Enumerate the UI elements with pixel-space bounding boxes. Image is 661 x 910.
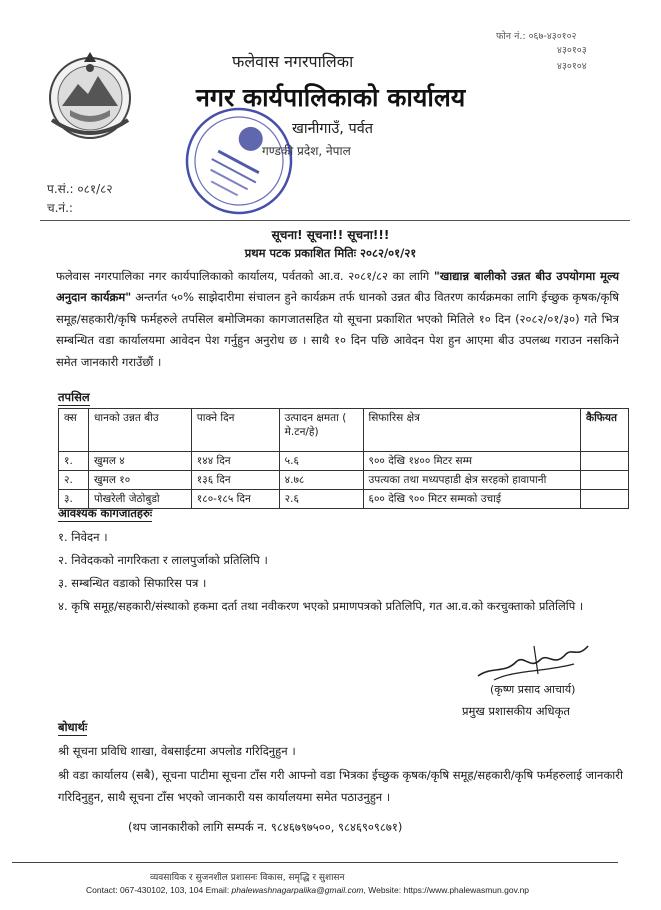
published-date: प्रथम पटक प्रकाशित मितिः २०८२/०१/२१ [244,246,417,260]
dispatch-number: च.नं.: [47,201,73,215]
program-name: "खाद्यान्न बालीको उन्नत बीउ उपयोगमा मूल्य अनुदान कार्यक्रम" [56,269,619,305]
footer-contact [86,885,529,895]
table-caption: तपसिल [58,390,90,404]
table-cell: ४.७८ [279,471,363,490]
notice-body-part2: अन्तर्गत ५०% साझेदारीमा संचालन हुने कार्यक्रम तर्फ धानको उन्नत बीउ वितरण कार्यक्रमका लागि ईच्छुक कृषक/कृषि समूह/सहकारी/कृषि फर्महरुले तपसिल बमोजिमका कागजातसहित यो सूचना प्रकाशित भएको मितिले १० दिन (२०८२/०१/३०) गते भित्र सम्बन्धित वडा कार्यालयमा आवेदन पेश गर्नुहुन अनुरोध छ । साथै १० दिन पछि आवेदन पेश हुन आएमा बीउ उपलब्ध गराउन नसकिने समेत जानकारी गराउँछौं । [56,290,619,369]
document-item-1: १. निवेदन । [58,530,108,544]
header-divider [40,220,630,221]
signatory-title: प्रमुख प्रशासकीय अधिकृत [462,704,570,718]
office-stamp-seal [180,102,298,220]
office-title: नगर कार्यपालिकाको कार्यालय [196,83,466,112]
table-row [59,471,629,490]
table-header-cell: धानको उन्नत बीउ [88,409,191,452]
table-cell: १४४ दिन [191,452,279,471]
table-cell: खुमल ४ [88,452,191,471]
table-cell: ९०० देखि १४०० मिटर सम्म [363,452,580,471]
table-cell: १३६ दिन [191,471,279,490]
seed-variety-table [58,408,629,509]
phone-line-1: फोन नं.: ०६७-४३०१०२ [496,31,577,42]
footer-slogan: व्यवसायिक र सुजनशील प्रशासनः विकास, समृद्धि र सुशासन [150,873,345,883]
phone-line-3: ४३०१०४ [557,61,587,72]
table-header-cell: सिफारिस क्षेत्र [363,409,580,452]
document-item-4: ४. कृषि समूह/सहकारी/संस्थाको हकमा दर्ता तथा नवीकरण भएको प्रमाणपत्रको प्रतिलिपि, गत आ.व.को करचुक्ताको प्रतिलिपि । [58,599,584,613]
table-cell: १८०-१८५ दिन [191,490,279,509]
table-header-cell: पाक्ने दिन [191,409,279,452]
table-cell: २.६ [279,490,363,509]
table-header-cell: कैफियत [581,409,629,452]
office-location: खानीगाउँ, पर्वत [292,121,374,137]
table-header-row [59,409,629,452]
handwritten-signature [474,640,592,684]
notice-title: सूचना! सूचना!! सूचना!!! [271,228,390,242]
notice-body [56,266,619,373]
table-cell: ३. [59,490,89,509]
nepal-emblem-logo [40,50,140,142]
table-cell: ५.६ [279,452,363,471]
table-header-cell: क्स [59,409,89,452]
document-item-3: ३. सम्बन्धित वडाको सिफारिस पत्र । [58,576,207,590]
notice-body-part1: फलेवास नगरपालिका नगर कार्यपालिकाको कार्यालय, पर्वतको आ.व. २०८१/८२ का लागि [56,269,434,283]
footer-website: , Website: https://www.phalewasmun.gov.np [363,885,530,895]
table-cell: खुमल १० [88,471,191,490]
reference-number: प.सं.: ०८१/८२ [47,182,113,196]
table-cell: ६०० देखि ९०० मिटर सम्मको उचाई [363,490,580,509]
office-province: गण्डकी प्रदेश, नेपाल [262,144,351,158]
footer-email: phalewashnagarpalika@gmail.com [231,885,364,895]
table-row [59,452,629,471]
document-item-2: २. निवेदकको नागरिकता र लालपुर्जाको प्रतिलिपि । [58,553,268,567]
cc-caption: बोधार्थः [58,720,88,734]
cc-line-1: श्री सूचना प्रविधि शाखा, वेबसाईटमा अपलोड गरिदिनुहुन । [58,744,296,758]
documents-caption: आवश्यक कागजातहरुः [58,506,153,520]
footer-contact-prefix: Contact: 067-430102, 103, 104 Email: [86,885,232,895]
phone-line-2: ४३०१०३ [557,45,587,56]
table-cell: २. [59,471,89,490]
municipality-name: फलेवास नगरपालिका [232,52,354,71]
table-cell [581,490,629,509]
table-cell: १. [59,452,89,471]
signatory-name: (कृष्ण प्रसाद आचार्य) [490,683,576,696]
cc-line-2: श्री वडा कार्यालय (सबै), सूचना पाटीमा सूचना टाँस गरी आफ्नो वडा भित्रका ईच्छुक कृषक/कृषि समूह/सहकारी/कृषि फर्महरुलाई जानकारी गरिदिनुहुन, साथै सूचना टाँस भएको जानकारी यस कार्यालयमा समेत पठाउनुहुन । [58,768,623,804]
table-cell: पोखरेली जेठोबुडो [88,490,191,509]
table-cell: उपत्यका तथा मध्यपहाडी क्षेत्र सरहको हावापानी [363,471,580,490]
table-cell [581,471,629,490]
table-cell [581,452,629,471]
cc-line-3: (थप जानकारीको लागि सम्पर्क न. ९८४६७९७५००, ९८४६९०९८७१) [128,820,403,834]
footer-divider [12,862,618,863]
table-header-cell: उत्पादन क्षमता ( मे.टन/हे) [279,409,363,452]
